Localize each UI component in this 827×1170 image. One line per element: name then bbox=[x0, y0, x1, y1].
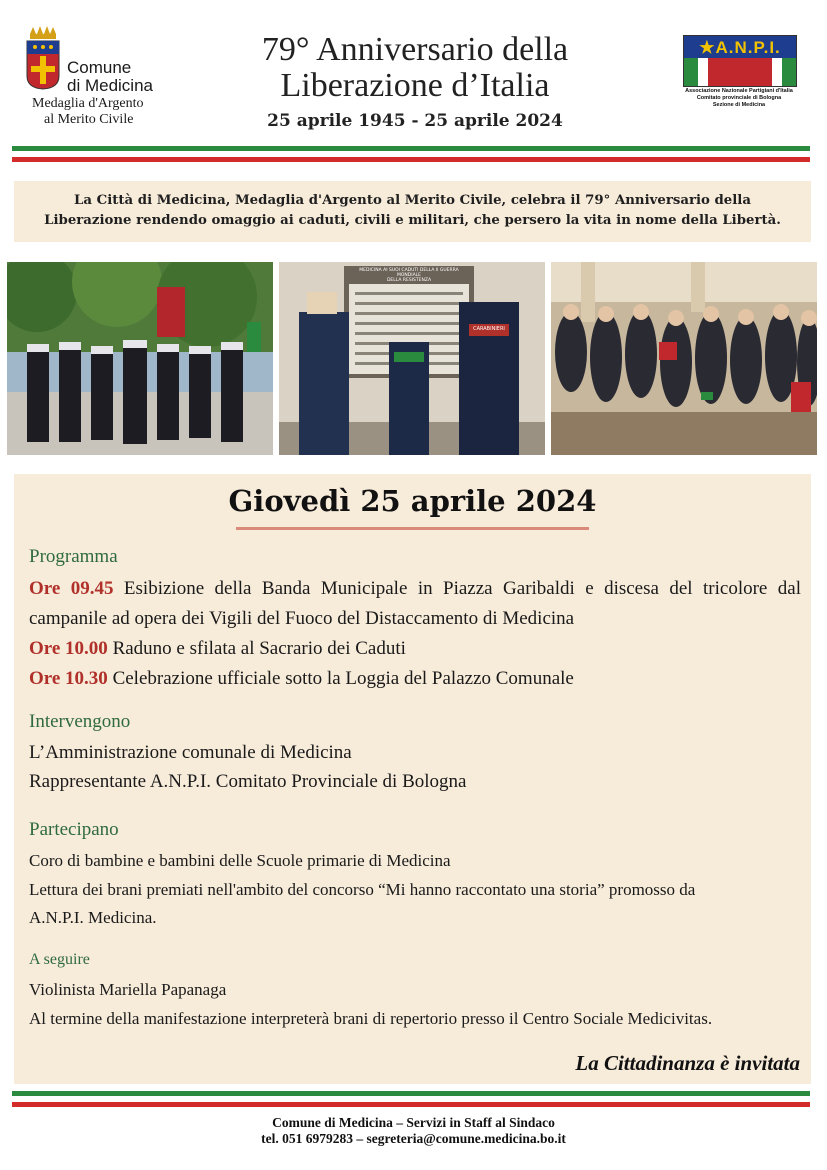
event-dates: 25 aprile 1945 - 25 aprile 2024 bbox=[267, 111, 563, 131]
section-programma: Programma bbox=[29, 546, 118, 567]
program-item-1-time: Ore 09.45 bbox=[29, 578, 114, 599]
crown-icon bbox=[28, 26, 58, 40]
photo-memorial-salute bbox=[279, 262, 545, 455]
bottom-stripe-red bbox=[12, 1102, 810, 1107]
intro-line1: La Città di Medicina, Medaglia d'Argento al Merito Civile, celebra il 79° Anniversario della bbox=[74, 193, 751, 208]
partecipano-line3: A.N.P.I. Medicina. bbox=[29, 908, 157, 927]
anpi-emblem bbox=[683, 35, 797, 87]
intervengono-item-2: Rappresentante A.N.P.I. Comitato Provinciale di Bologna bbox=[29, 771, 467, 792]
program-item-2 bbox=[29, 634, 801, 664]
section-partecipano: Partecipano bbox=[29, 819, 119, 840]
anpi-logo-text: ★A.N.P.I. bbox=[699, 38, 781, 57]
program-item-3-text: Celebrazione ufficiale sotto la Loggia del Palazzo Comunale bbox=[112, 668, 574, 689]
program-item-2-time: Ore 10.00 bbox=[29, 638, 108, 659]
municipality-name-line1: Comune bbox=[67, 58, 132, 77]
day-heading: Giovedì 25 aprile 2024 bbox=[228, 484, 597, 518]
partecipano-line2: Lettura dei brani premiati nell'ambito del concorso “Mi hanno raccontato una storia” promosso da bbox=[29, 880, 696, 899]
anpi-line2: Comitato provinciale di Bologna bbox=[696, 95, 782, 101]
anpi-logo bbox=[683, 35, 797, 119]
invitation: La Cittadinanza è invitata bbox=[575, 1051, 800, 1075]
page-title bbox=[190, 32, 640, 104]
program-item-2-text: Raduno e sfilata al Sacrario dei Caduti bbox=[112, 638, 406, 659]
coat-of-arms-icon bbox=[26, 40, 60, 90]
top-stripe-red bbox=[12, 157, 810, 162]
program-item-1-text-line1: Esibizione della Banda Municipale in Piazza Garibaldi e discesa del tricolore dal bbox=[123, 578, 801, 599]
program-item-1-text-line2: campanile ad opera dei Vigili del Fuoco del Distaccamento di Medicina bbox=[29, 608, 575, 629]
program-item-1 bbox=[29, 574, 801, 634]
section-a-seguire: A seguire bbox=[29, 951, 90, 968]
memorial-inscription-line2: DELLA RESISTENZA bbox=[386, 278, 432, 283]
a-seguire-line2: Al termine della manifestazione interpreterà brani di repertorio presso il Centro Sociale Medicivitas. bbox=[29, 1009, 713, 1028]
anpi-line3: Sezione di Medicina bbox=[712, 102, 766, 108]
program-item-3-time: Ore 10.30 bbox=[29, 668, 108, 689]
day-heading-underline bbox=[236, 527, 589, 530]
medal-line1: Medaglia d'Argento bbox=[32, 96, 144, 111]
a-seguire-line1: Violinista Mariella Papanaga bbox=[29, 980, 227, 999]
partecipano-line1: Coro di bambine e bambini delle Scuole primarie di Medicina bbox=[29, 851, 451, 870]
footer-contact: tel. 051 6979283 – segreteria@comune.medicina.bo.it bbox=[261, 1131, 566, 1146]
top-stripe-green bbox=[12, 146, 810, 151]
photo-municipal-band bbox=[7, 262, 273, 455]
municipality-name-line2: di Medicina bbox=[67, 76, 153, 95]
program-item-3 bbox=[29, 664, 801, 694]
carabinieri-label: CARABINIERI bbox=[473, 326, 505, 332]
intro-text bbox=[14, 181, 811, 242]
title-line1: 79° Anniversario della bbox=[261, 31, 569, 68]
bottom-stripe-green bbox=[12, 1091, 810, 1096]
title-line2: Liberazione d’Italia bbox=[280, 67, 550, 104]
section-intervengono: Intervengono bbox=[29, 711, 131, 732]
memorial-inscription-line1: MEDICINA AI SUOI CADUTI DELLA II GUERRA MONDIALE bbox=[359, 268, 459, 278]
comune-di-medicina-logo bbox=[22, 26, 172, 136]
footer-line1: Comune di Medicina – Servizi in Staff al Sindaco bbox=[272, 1115, 555, 1130]
anpi-line1: Associazione Nazionale Partigiani d'Italia bbox=[685, 88, 793, 94]
intervengono-item-1: L’Amministrazione comunale di Medicina bbox=[29, 742, 352, 763]
photo-children-choir bbox=[551, 262, 817, 455]
intro-line2: Liberazione rendendo omaggio ai caduti, civili e militari, che persero la vita in nome della Libertà. bbox=[44, 213, 781, 228]
medal-line2: al Merito Civile bbox=[44, 112, 134, 127]
